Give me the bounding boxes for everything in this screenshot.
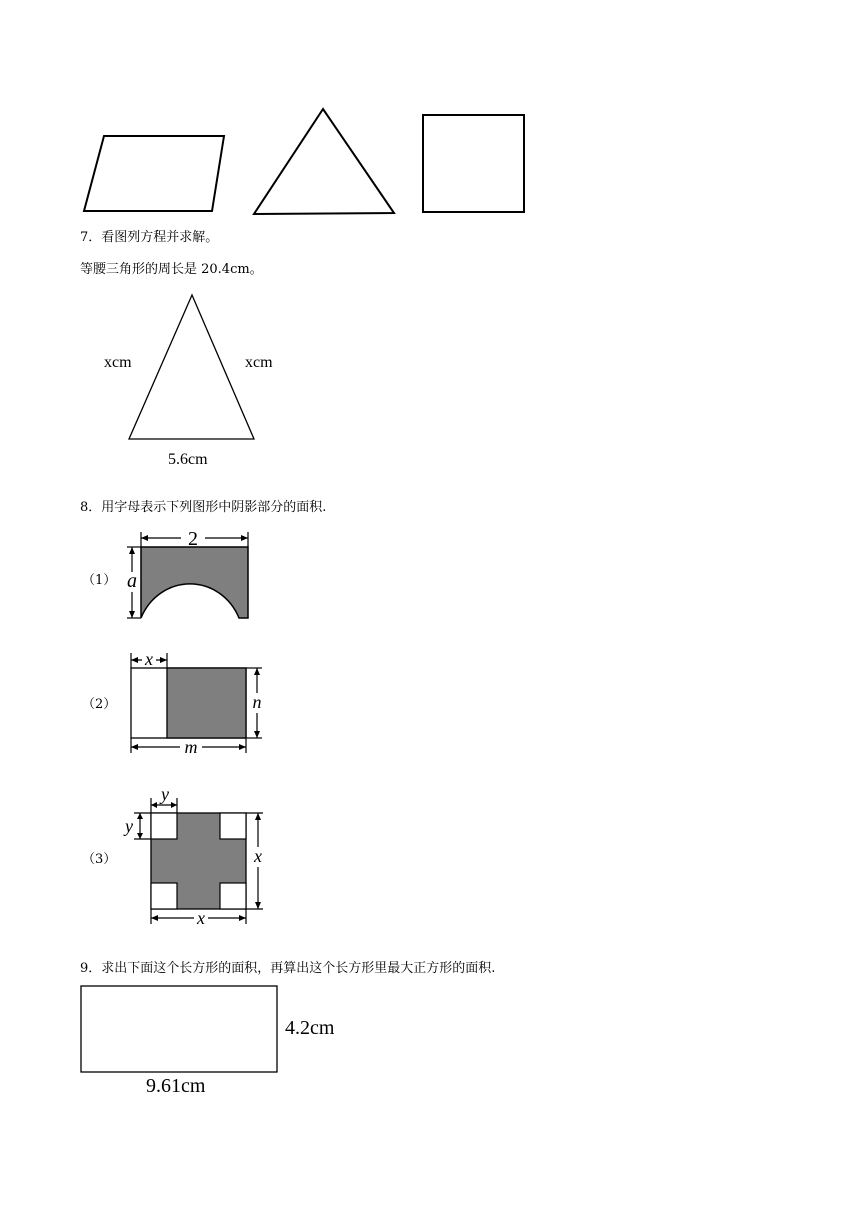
q9-prompt: 求出下面这个长方形的面积，再算出这个长方形里最大正方形的面积. [101, 961, 496, 976]
arrow-left [131, 744, 138, 750]
q8-part1-height-label: a [127, 570, 137, 592]
shaded-region [141, 547, 248, 618]
rectangle [81, 986, 277, 1072]
corner-cutout [220, 813, 246, 839]
q8-part2-width-label: m [184, 737, 198, 757]
arrow-up [254, 668, 260, 675]
arrow-right [239, 744, 246, 750]
q8-heading [80, 496, 326, 515]
parallelogram-shape [84, 136, 224, 211]
triangle-shape [254, 109, 394, 214]
arrow-down [129, 611, 135, 618]
arrow-left [151, 915, 158, 921]
q7-base-label: 5.6cm [168, 451, 208, 468]
arrow-left [151, 802, 157, 808]
q8-part3-figure [120, 784, 280, 930]
q8-part2-height-label: n [252, 692, 262, 712]
arrow-left [141, 535, 148, 541]
q8-part3-side-height-label: x [254, 846, 262, 866]
q8-part3-corner-width-label: y [161, 784, 169, 804]
square-shape [423, 115, 524, 212]
q8-part3-label: （3） [82, 852, 117, 867]
q8-part2-label: （2） [82, 697, 117, 712]
q9-width-label: 9.61cm [146, 1075, 206, 1097]
corner-cutout [220, 883, 246, 909]
q7-statement: 等腰三角形的周长是 20.4cm。 [80, 262, 263, 277]
corner-cutout [151, 813, 177, 839]
q8-part3-corner-height-label: y [125, 816, 133, 836]
q7-right-side-label: xcm [245, 354, 273, 371]
q8-part1-width-label: 2 [188, 528, 198, 550]
arrow-down [255, 902, 261, 909]
q8-number: 8． [80, 500, 102, 515]
arrow-up [255, 813, 261, 820]
q8-part1-figure [120, 528, 260, 624]
arrow-right [239, 915, 246, 921]
q8-prompt: 用字母表示下列图形中阴影部分的面积. [101, 500, 327, 515]
q9-rectangle-figure [78, 982, 358, 1102]
q8-part1-label: （1） [82, 573, 117, 588]
q7-heading [80, 226, 218, 245]
arrow-right [160, 657, 167, 663]
corner-cutout [151, 883, 177, 909]
arrow-right [171, 802, 177, 808]
q7-prompt: 看图列方程并求解。 [101, 230, 219, 245]
q7-left-side-label: xcm [104, 354, 132, 371]
arrow-down [137, 833, 143, 839]
q8-part2-cut-label: x [145, 649, 153, 669]
q9-number: 9． [80, 961, 102, 976]
q9-height-label: 4.2cm [285, 1017, 335, 1039]
arrow-up [129, 547, 135, 554]
shaded-rectangle [167, 668, 246, 738]
q7-number: 7． [80, 230, 102, 245]
q8-part3-side-width-label: x [197, 908, 205, 928]
shape-row [70, 100, 540, 222]
arrow-right [241, 535, 248, 541]
q8-part2-figure [120, 648, 270, 758]
arrow-down [254, 731, 260, 738]
arrow-left [131, 657, 138, 663]
arrow-up [137, 813, 143, 819]
q7-isosceles-triangle-figure [96, 288, 296, 473]
q9-heading [80, 957, 495, 976]
isosceles-triangle [129, 295, 254, 439]
